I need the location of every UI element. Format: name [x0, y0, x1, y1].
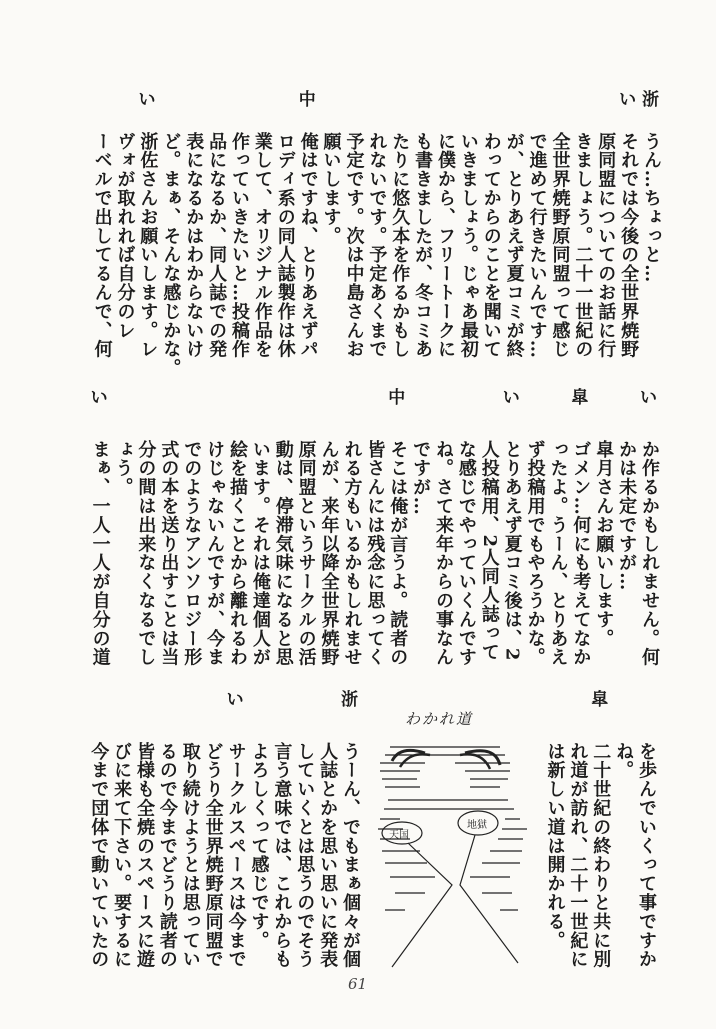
speaker-label: い — [619, 90, 637, 110]
speaker-label — [523, 388, 546, 440]
dialogue-line: れないです。予定あくまで — [366, 132, 388, 359]
text-column — [225, 388, 248, 667]
dialogue-line: に僕から、フリートークに — [435, 132, 456, 359]
speaker-label — [614, 388, 637, 440]
text-column — [454, 388, 477, 667]
text-column — [408, 388, 431, 667]
text-column — [385, 388, 408, 667]
speaker-label: 浙 — [642, 90, 660, 110]
text-column — [296, 90, 319, 378]
text-column — [315, 690, 338, 969]
dialogue-line: 表になるかはわからないけ — [183, 132, 205, 359]
speaker-label — [410, 90, 433, 132]
dialogue-line: ヴォが取れれば自分のレ — [114, 132, 136, 340]
speaker-label — [179, 388, 202, 440]
speaker-label — [109, 690, 132, 742]
speaker-label: い — [502, 388, 520, 408]
speaker-label: い — [640, 388, 658, 408]
speaker-label — [225, 388, 248, 440]
sign-right-label: 地獄 — [467, 820, 487, 831]
text-column — [548, 90, 571, 378]
dialogue-line: ず投稿用でもやろうかな。 — [524, 440, 546, 667]
dialogue-line: な感じでやっていくんです — [455, 440, 477, 667]
speaker-label: い — [226, 690, 244, 710]
speaker-label — [340, 388, 363, 440]
text-column — [502, 90, 525, 378]
speaker-label — [525, 90, 548, 132]
dialogue-line: ゴメン…何にも考えてなか — [570, 440, 592, 667]
dialogue-line: は新しい道は開かれる。 — [544, 742, 566, 950]
speaker-label — [408, 388, 431, 440]
speaker-label — [158, 90, 181, 132]
dialogue-line: 皆さんには残念に思ってく — [364, 440, 386, 667]
speaker-label — [134, 388, 157, 440]
text-column — [86, 690, 109, 969]
speaker-label — [546, 388, 569, 440]
dialogue-line: んが、来年以降全世界焼野 — [318, 440, 340, 667]
page-number: 61 — [348, 975, 368, 993]
dialogue-line: まぁ、一人一人が自分の道 — [89, 440, 111, 667]
dialogue-line: か作るかもしれません。何 — [639, 440, 661, 667]
dialogue-line: も書きましたが、冬コミあ — [412, 132, 434, 359]
speaker-label — [362, 388, 385, 440]
text-column — [593, 90, 616, 378]
dialogue-line: どうり全世界焼野原同盟で — [202, 742, 224, 969]
dialogue-line: を歩んでいくって事ですか — [636, 742, 658, 969]
dialogue-line: います。それは俺達個人が — [249, 440, 271, 667]
speaker-label — [292, 690, 315, 742]
speaker-label — [273, 90, 296, 132]
dialogue-line: よろしくって感じです。 — [248, 742, 270, 950]
dialogue-line: で進めて行きたいんです… — [526, 132, 548, 359]
sign-left-label: 天国 — [389, 830, 409, 841]
text-column — [500, 388, 523, 667]
speaker-label — [593, 90, 616, 132]
text-column — [109, 690, 132, 969]
text-column — [525, 90, 548, 378]
dialogue-line: 取り続けようとは思ってい — [179, 742, 201, 969]
text-column — [565, 690, 588, 969]
speaker-label — [456, 90, 479, 132]
text-column — [273, 90, 296, 378]
text-column — [202, 388, 225, 667]
dialogue-line: それでは今後の全世界焼野 — [618, 132, 640, 359]
text-column — [271, 388, 294, 667]
dialogue-line: 業して、オリジナル作品を — [251, 132, 273, 359]
speaker-label — [156, 388, 179, 440]
dialogue-line: 俺はですね、とりあえずパ — [297, 132, 319, 359]
speaker-label — [611, 690, 634, 742]
text-column — [158, 90, 181, 378]
text-column — [204, 90, 227, 378]
text-column — [387, 90, 410, 378]
speaker-label: 皐 — [571, 388, 589, 408]
dialogue-line: 予定です。次は中島さんお — [343, 132, 365, 359]
text-column — [523, 388, 546, 667]
text-column — [156, 388, 179, 667]
dialogue-line: していくとは思うのでそう — [294, 742, 316, 969]
text-column — [201, 690, 224, 969]
dialogue-line: 人誌とかを思い思いに発表 — [317, 742, 339, 969]
speaker-label — [132, 690, 155, 742]
text-column — [248, 388, 271, 667]
dialogue-line: 品になるか、同人誌での発 — [206, 132, 228, 359]
speaker-label — [364, 90, 387, 132]
text-column — [611, 690, 634, 969]
text-column — [227, 90, 250, 378]
speaker-label — [502, 90, 525, 132]
dialogue-line: 全世界焼野原同盟って感じ — [549, 132, 571, 359]
text-column — [340, 388, 363, 667]
text-column — [338, 690, 361, 969]
speaker-label — [565, 690, 588, 742]
speaker-label: 中 — [298, 90, 316, 110]
text-column — [250, 90, 273, 378]
text-column — [634, 690, 657, 969]
dialogue-line: びに来て下さい。要するに — [111, 742, 133, 969]
text-column — [568, 388, 591, 667]
text-column — [136, 90, 159, 378]
dialogue-line: うーん、でもまぁ個々が個 — [340, 742, 362, 969]
speaker-label — [204, 90, 227, 132]
dialogue-line: ね。さて来年からの事なん — [433, 440, 454, 667]
dialogue-line: ょう。 — [112, 440, 134, 497]
text-column — [639, 90, 662, 378]
text-column — [247, 690, 270, 969]
text-column — [477, 388, 500, 667]
dialogue-line: 皐月さんお願いします。 — [593, 440, 615, 648]
text-column — [588, 690, 611, 969]
speaker-label — [90, 90, 113, 132]
text-column — [614, 388, 637, 667]
dialogue-line: 絵を描くことから離れるわ — [226, 440, 248, 667]
dialogue-line: いきましょう。じゃあ最初 — [457, 132, 479, 359]
dialogue-line: 式の本を送り出すことは当 — [158, 440, 180, 667]
dialogue-line: 言う意味では、これからも — [271, 742, 293, 969]
text-column — [132, 690, 155, 969]
speaker-label — [111, 388, 134, 440]
text-column — [456, 90, 479, 378]
dialogue-line: サークルスペースは今まで — [225, 742, 247, 969]
speaker-label: 浙 — [341, 690, 359, 710]
dialogue-line: ど。まぁ、そんな感じかな。 — [160, 132, 182, 378]
dialogue-line: うん…ちょっと… — [641, 132, 663, 284]
speaker-label — [113, 90, 136, 132]
speaker-label — [454, 388, 477, 440]
dialogue-line: とりあえず夏コミ後は、2 — [501, 440, 523, 662]
speaker-label — [570, 90, 593, 132]
road — [392, 835, 518, 967]
dialogue-line: 作っていきたいと…投稿作 — [228, 132, 250, 359]
speaker-label — [543, 690, 566, 742]
dialogue-line: そこは俺が言うよ。読者の — [387, 440, 409, 667]
text-column — [433, 90, 456, 378]
dialogue-line: るので今までどうり読者の — [156, 742, 178, 969]
dialogue-line: 願いします。 — [320, 132, 342, 246]
text-column — [113, 90, 136, 378]
dialogue-line: ロディ系の同人誌製作は休 — [274, 132, 296, 359]
text-column — [616, 90, 639, 378]
speaker-label — [294, 388, 317, 440]
dialogue-line: かは未定ですが… — [616, 440, 638, 592]
dialogue-line: 浙佐さんお願いします。レ — [137, 132, 159, 359]
text-column — [294, 388, 317, 667]
text-column — [269, 690, 292, 969]
speaker-label — [431, 388, 454, 440]
text-column — [88, 388, 111, 667]
speaker-label — [433, 90, 456, 132]
text-column — [317, 388, 340, 667]
text-column — [134, 388, 157, 667]
speaker-label — [201, 690, 224, 742]
text-column — [179, 388, 202, 667]
text-column — [292, 690, 315, 969]
text-column — [362, 388, 385, 667]
text-column — [178, 690, 201, 969]
dialogue-line: 皆様も全焼のスペースに遊 — [134, 742, 155, 969]
text-column — [111, 388, 134, 667]
speaker-label — [479, 90, 502, 132]
text-column — [155, 690, 178, 969]
dialogue-line: わってからのことを聞いて — [480, 132, 502, 359]
dialogue-line: れ道が訪れ、二十一世紀に — [567, 742, 589, 969]
speaker-label: 皐 — [591, 690, 609, 710]
speaker-label — [315, 690, 338, 742]
speaker-label — [317, 388, 340, 440]
text-column — [342, 90, 365, 378]
speaker-label — [269, 690, 292, 742]
dialogue-line: けじゃないんですが、今ま — [204, 440, 226, 667]
text-column — [546, 388, 569, 667]
dialogue-line: 原同盟についてのお話に行 — [595, 132, 617, 359]
dialogue-tier-3-left — [86, 690, 361, 969]
dialogue-line: 人投稿用、2人同人誌って — [478, 440, 500, 662]
speaker-label — [247, 690, 270, 742]
speaker-label — [178, 690, 201, 742]
dialogue-line: 今まで団体で動いていたの — [88, 742, 110, 969]
speaker-label: 中 — [388, 388, 406, 408]
dialogue-line: でのようなアンソロジー形 — [181, 440, 203, 667]
dialogue-line: ーベルで出してるんで、何 — [91, 132, 113, 359]
dialogue-line: ね。 — [613, 742, 635, 780]
text-column — [543, 690, 566, 969]
text-column — [319, 90, 342, 378]
speaker-label — [202, 388, 225, 440]
text-column — [431, 388, 454, 667]
speaker-label — [248, 388, 271, 440]
text-column — [224, 690, 247, 969]
text-column — [364, 90, 387, 378]
speaker-label: い — [90, 388, 108, 408]
speaker-label: い — [138, 90, 156, 110]
speaker-label — [634, 690, 657, 742]
dialogue-tier-3-right — [543, 690, 657, 969]
speaker-label — [271, 388, 294, 440]
dialogue-line: れる方もいるかもしれませ — [341, 440, 363, 667]
dialogue-line: ったよ。うーん、とりあえ — [547, 440, 569, 667]
speaker-label — [591, 388, 614, 440]
speaker-label — [181, 90, 204, 132]
speaker-label — [387, 90, 410, 132]
speaker-label — [477, 388, 500, 440]
speaker-label — [319, 90, 342, 132]
dialogue-line: 分の間は出来なくなるでし — [135, 440, 157, 667]
text-column — [570, 90, 593, 378]
text-column — [410, 90, 433, 378]
dialogue-line: 原同盟というサークルの活 — [295, 440, 317, 667]
dialogue-tier-2 — [88, 388, 660, 667]
speaker-label — [250, 90, 273, 132]
speaker-label — [548, 90, 571, 132]
dialogue-line: ですが… — [410, 440, 432, 516]
speaker-label — [227, 90, 250, 132]
dialogue-line: きましょう。二十一世紀の — [572, 132, 594, 359]
speaker-label — [155, 690, 178, 742]
speaker-label — [86, 690, 109, 742]
dialogue-tier-1 — [90, 90, 662, 378]
text-column — [181, 90, 204, 378]
text-column — [591, 388, 614, 667]
dialogue-line: が、とりあえず夏コミが終 — [503, 132, 525, 359]
dialogue-line: 二十世紀の終わりと共に別 — [590, 742, 612, 969]
text-column — [479, 90, 502, 378]
text-column — [637, 388, 660, 667]
speaker-label — [342, 90, 365, 132]
dialogue-line: たりに悠久本を作るかもし — [389, 132, 411, 359]
illustration-caption: わかれ道 — [405, 710, 474, 728]
dialogue-line: 動は、停滞気味になると思 — [272, 440, 294, 667]
text-column — [90, 90, 113, 378]
